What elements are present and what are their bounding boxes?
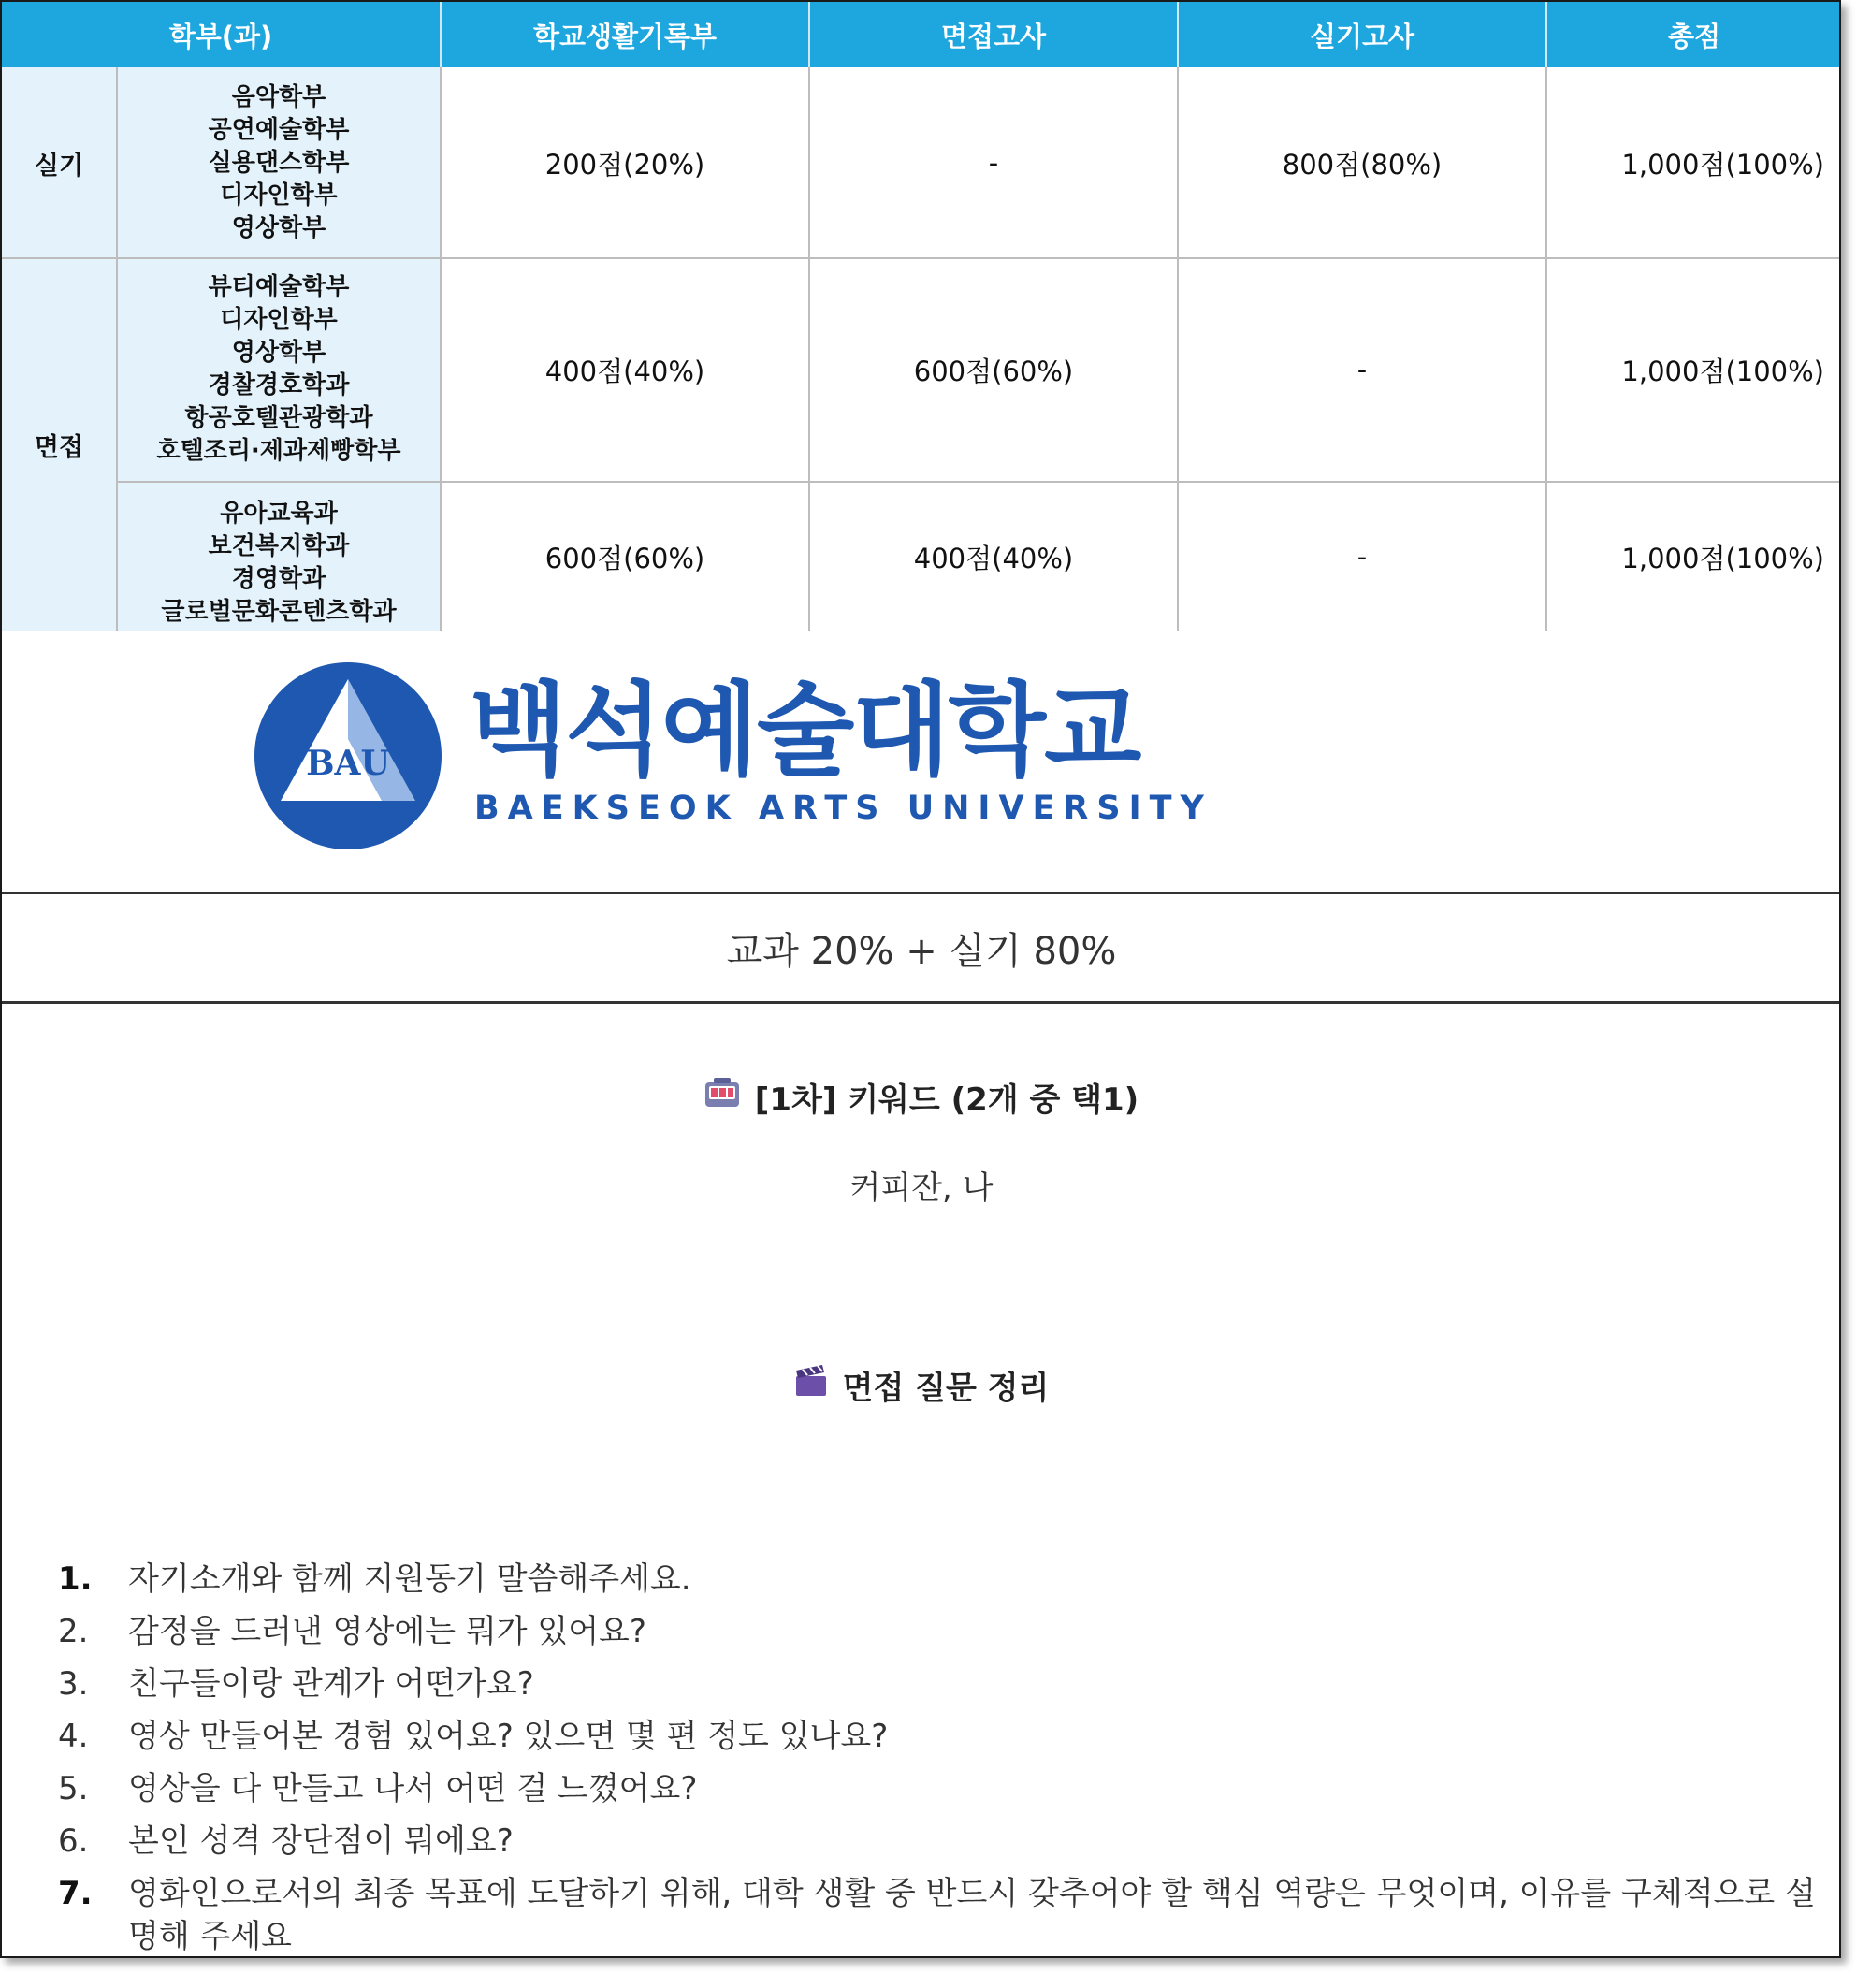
emblem-text: BAU <box>306 744 390 783</box>
list-item: 7. 영화인으로서의 최종 목표에 도달하기 위해, 대학 생활 중 반드시 갖추어야 할 핵심 역량은 무엇이며, 이유를 구체적으로 설명해 주세요 <box>58 1875 1816 1955</box>
row1-interview: - <box>810 67 1179 258</box>
row2-practical: - <box>1179 258 1547 481</box>
list-item: 5. 영상을 다 만들고 나서 어떤 걸 느꼈어요? <box>58 1770 698 1807</box>
dept-name: 글로벌문화콘텐츠학과 <box>161 598 397 626</box>
header-record: 학교생활기록부 <box>442 2 810 67</box>
score-table <box>2 2 1841 631</box>
row-divider <box>118 481 1841 483</box>
list-item: 4. 영상 만들어본 경험 있어요? 있으면 몇 편 정도 있나요? <box>58 1718 889 1755</box>
header-total: 총점 <box>1667 20 1721 52</box>
row1-practical: 800점(80%) <box>1179 67 1547 258</box>
dept-name: 영상학부 <box>231 339 326 367</box>
table-header-row <box>2 2 1841 67</box>
logo-name-korean: 백석예술대학교 <box>470 673 1140 790</box>
header-interview: 면접고사 <box>810 2 1179 67</box>
slot-machine-icon <box>704 1077 740 1117</box>
dept-name: 경영학과 <box>231 565 326 593</box>
dept-name: 음악학부 <box>231 82 326 111</box>
question-title-text: 면접 질문 정리 <box>842 1369 1050 1407</box>
dept-name: 호텔조리·제과제빵학부 <box>156 437 401 465</box>
dept-name: 유아교육과 <box>220 500 338 528</box>
list-item: 1. 자기소개와 함께 지원동기 말씀해주세요. <box>58 1560 691 1598</box>
dept-name: 보건복지학과 <box>208 532 350 560</box>
category-practical: 실기 <box>2 67 118 258</box>
list-item: 2. 감정을 드러낸 영상에는 뭐가 있어요? <box>58 1613 646 1650</box>
dept-name: 경찰경호학과 <box>208 371 350 399</box>
dept-name: 공연예술학부 <box>208 115 350 144</box>
keyword-section-title <box>2 1068 1841 1125</box>
keyword-title-text: [1차] 키워드 (2개 중 택1) <box>754 1081 1139 1119</box>
dept-name: 디자인학부 <box>220 306 338 334</box>
row2-total: 1,000점(100%) <box>1547 258 1841 481</box>
row1-record: 200점(20%) <box>442 67 810 258</box>
dept-name: 실용댄스학부 <box>208 148 350 177</box>
dept-list-row2 <box>118 258 442 481</box>
list-item: 3. 친구들이랑 관계가 어떤가요? <box>58 1665 534 1703</box>
row3-record: 600점(60%) <box>442 483 810 631</box>
dept-list-row3 <box>118 483 442 631</box>
row1-total: 1,000점(100%) <box>1547 67 1841 258</box>
university-logo <box>2 631 1841 891</box>
dept-name: 디자인학부 <box>220 181 338 210</box>
divider <box>2 892 1841 894</box>
row2-record: 400점(40%) <box>442 258 810 481</box>
dept-name: 뷰티예술학부 <box>208 273 350 301</box>
header-practical: 실기고사 <box>1179 2 1547 67</box>
university-emblem-icon <box>253 660 443 851</box>
header-dept: 학부(과) <box>2 2 442 67</box>
logo-name-english: BAEKSEOK ARTS UNIVERSITY <box>474 790 1212 827</box>
score-formula: 교과 20% + 실기 80% <box>726 929 1117 973</box>
dept-name: 항공호텔관광학과 <box>184 404 373 432</box>
row3-practical: - <box>1179 483 1547 631</box>
clapperboard-icon <box>794 1364 828 1406</box>
dept-list-row1 <box>118 67 442 258</box>
divider <box>2 1001 1841 1004</box>
row3-interview: 400점(40%) <box>810 483 1179 631</box>
keyword-list: 커피잔, 나 <box>849 1169 994 1207</box>
interview-question-list <box>58 1553 1835 1958</box>
row3-total: 1,000점(100%) <box>1547 483 1841 631</box>
list-item: 6. 본인 성격 장단점이 뭐에요? <box>58 1822 514 1860</box>
category-interview: 면접 <box>2 258 118 631</box>
row-divider <box>2 257 1841 259</box>
dept-name: 영상학부 <box>231 213 326 242</box>
question-section-title <box>2 1357 1841 1413</box>
row2-interview: 600점(60%) <box>810 258 1179 481</box>
